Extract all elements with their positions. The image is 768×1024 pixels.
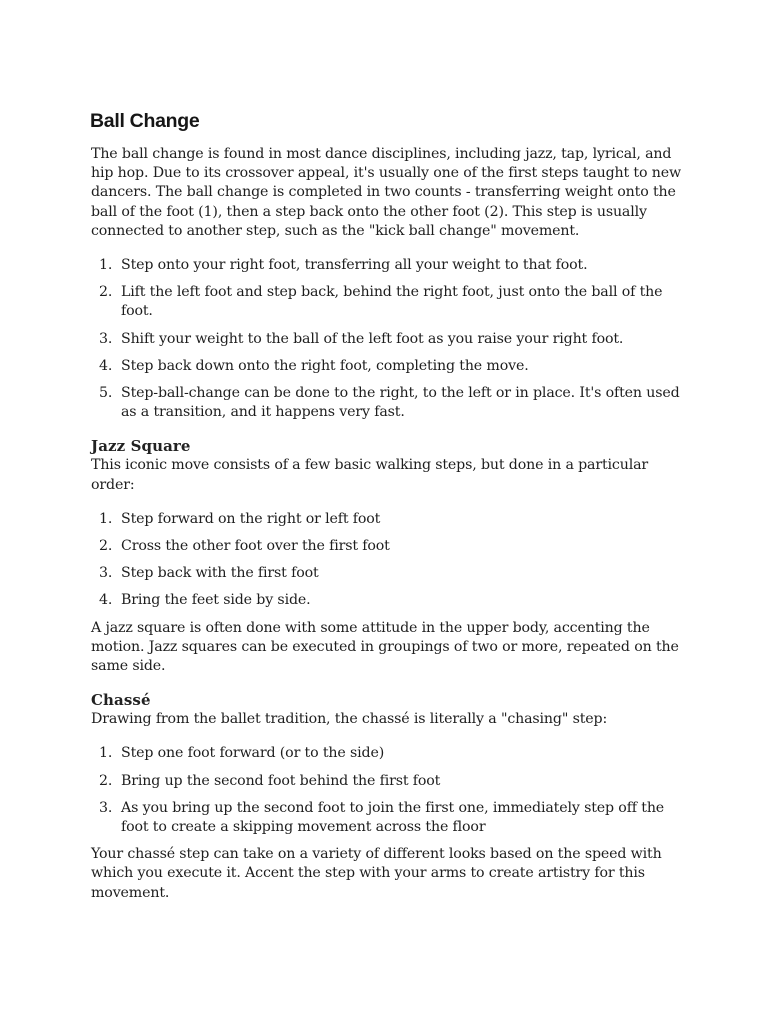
list-text: Step onto your right foot, transferring all your weight to that foot. xyxy=(121,257,588,274)
list-text: Step back down onto the right foot, completing the move. xyxy=(121,357,529,374)
jazz-square-section xyxy=(91,436,681,676)
jazz-square-intro: This iconic move consists of a few basic walking steps, but done in a particular order: xyxy=(91,457,649,493)
ball-change-intro: The ball change is found in most dance disciplines, including jazz, tap, lyrical, and hip hop. Due to its crossover appeal, it's usually one of the first steps taught to new dancers. The ball change is completed in two counts - transferring weight onto the ball of the foot (1), then a step back onto the other foot (2). This step is usually connected to another step, such as the "kick ball change" movement. xyxy=(91,146,681,239)
jazz-square-steps xyxy=(91,510,681,611)
list-text: Cross the other foot over the first foot xyxy=(121,538,390,555)
list-number: 3. xyxy=(99,565,113,582)
list-text: Step back with the first foot xyxy=(121,565,319,582)
list-number: 2. xyxy=(99,284,113,301)
list-text: As you bring up the second foot to join the first one, immediately step off the foot to create a skipping movement across the floor xyxy=(121,799,665,836)
list-item xyxy=(91,537,681,556)
list-text: Step-ball-change can be done to the right, to the left or in place. It's often used as a transition, and it happens very fast. xyxy=(121,385,680,421)
list-number: 2. xyxy=(99,538,113,555)
list-item xyxy=(91,384,681,422)
document-page xyxy=(91,109,681,903)
list-item xyxy=(91,772,681,791)
chasse-section xyxy=(91,690,681,903)
ball-change-heading: Ball Change xyxy=(90,110,200,132)
list-item xyxy=(91,591,681,610)
list-number: 1. xyxy=(99,510,113,527)
list-item xyxy=(91,330,681,349)
list-text: Step forward on the right or left foot xyxy=(121,510,381,527)
list-item xyxy=(91,744,681,763)
jazz-square-outro: A jazz square is often done with some attitude in the upper body, accenting the motion. Jazz squares can be executed in groupings of two or more, repeated on the same side. xyxy=(91,619,679,675)
chasse-steps xyxy=(91,744,681,837)
list-number: 2. xyxy=(99,772,113,789)
list-number: 5. xyxy=(99,385,113,402)
list-text: Step one foot forward (or to the side) xyxy=(121,745,385,762)
list-item xyxy=(91,283,681,321)
list-number: 3. xyxy=(99,330,113,347)
list-number: 1. xyxy=(99,257,113,274)
list-number: 4. xyxy=(99,357,113,374)
list-text: Shift your weight to the ball of the left foot as you raise your right foot. xyxy=(121,330,624,347)
chasse-heading: Chassé xyxy=(91,691,151,710)
chasse-intro: Drawing from the ballet tradition, the chassé is literally a "chasing" step: xyxy=(91,711,608,728)
ball-change-steps xyxy=(91,256,681,422)
chasse-outro: Your chassé step can take on a variety of different looks based on the speed with which you execute it. Accent the step with your arms to create artistry for this movement. xyxy=(91,846,662,901)
list-number: 1. xyxy=(99,745,113,762)
list-text: Bring the feet side by side. xyxy=(121,592,311,609)
list-item xyxy=(91,799,681,837)
list-item xyxy=(91,256,681,275)
list-text: Lift the left foot and step back, behind the right foot, just onto the ball of the foot. xyxy=(121,284,663,320)
list-number: 3. xyxy=(99,799,113,816)
list-text: Bring up the second foot behind the first foot xyxy=(121,772,441,789)
list-number: 4. xyxy=(99,592,113,609)
list-item xyxy=(91,564,681,583)
jazz-square-heading: Jazz Square xyxy=(91,437,191,456)
list-item xyxy=(91,510,681,529)
ball-change-section xyxy=(91,109,681,422)
list-item xyxy=(91,357,681,376)
